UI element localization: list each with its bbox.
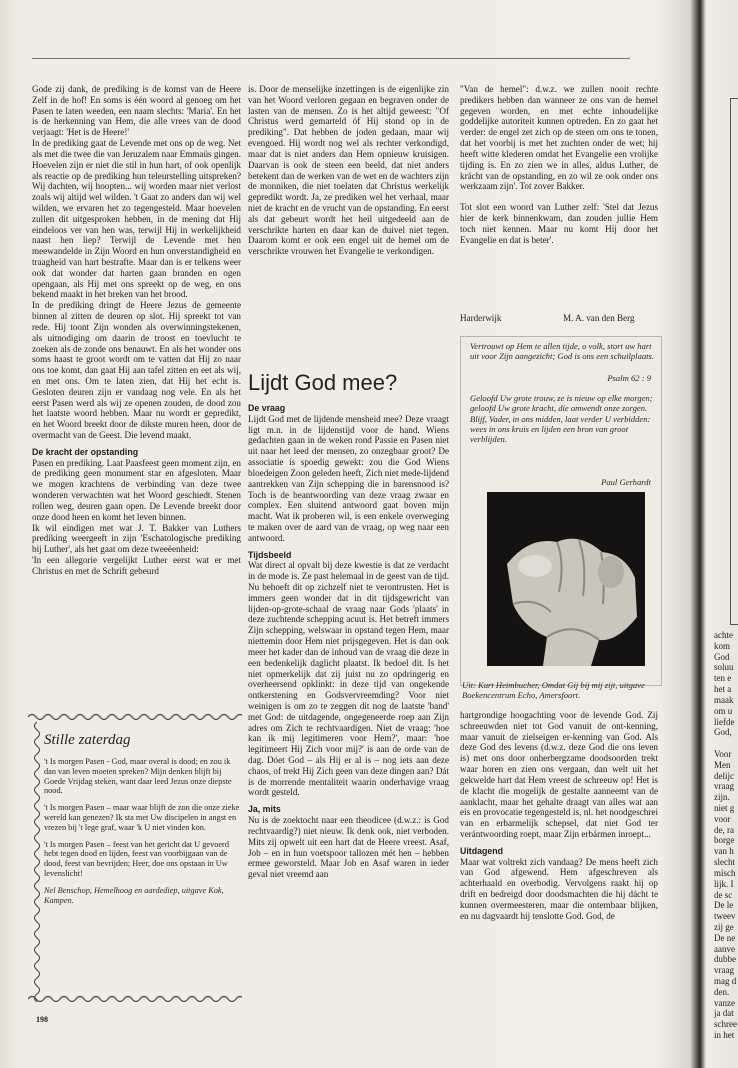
col1-paragraph: Gode zij dank, de prediking is de komst van de Heere Zelf in de hof! En soms is één woord al genoeg om het Pasen te laten weeden, een naam slechts: 'Maria'. En het is de herkenning van Hem, die alle vrees van de dood verjaagt: 'Het is de Heere!' (32, 84, 241, 138)
col3-paragraph: "Van de hemel": d.w.z. we zullen nooit rechte predikers hebben dan wanneer ze ons van de hemel gegeven worden, en met echte inhoudelijke goddelijke autoriteit kunnen optreden. En zo gaat het verder: de engel zet zich op de steen om ons te tonen, dat het voorbij is met het zuchten onder de wet; hij heeft witte klederen omdat het Evangelie een vrolijke tijding is. En zo zien we in alles, aldus Luther, de krácht van de opstanding, en zo wil ze ook onder ons werkzaam zijn'. Tot zover Bakker. (460, 84, 658, 192)
section-heading: De vraag (248, 403, 286, 413)
right-page-line: van h (714, 846, 734, 857)
right-page-line: borge (714, 835, 735, 846)
right-page-line: liefde (714, 716, 735, 727)
stille-poem (44, 757, 240, 912)
col3-paragraph: Tot slot een woord van Luther zelf: 'Stel dat Jezus hier de kerk binnenkwam, dan zouden jullie Hem toch niet kennen. Maar nu komt Hij door het Evangelie en dat is beter'. (460, 202, 658, 245)
praying-hands-image (487, 492, 645, 666)
col3-paragraph: hartgrondige hoogachting voor de levende God. Zij schreeuwden niet tot God vanuit de ont-kenning, maar vanuit de zielseigen er-kenning van God. Als deze God des levens (d.w.z. deze God die ons leven is) met ons door onherbergzame doodsoorden trekt waar horen en zien ons vergaan, dan welt uit het gekwelde hart dat Hem vreest de schreeuw op! Het is de klacht die mogelijk de gestalte aanneemt van de aanklacht, maar het gehalte draagt van alles wat aan eis en provocatie tegengesteld is, nl. het noodgeschrei van en erbarmelijk schepsel, dat niet God ter verántwoording roept, maar Zijn erbármen inroept... (460, 710, 658, 839)
col1-heading: De kracht der opstanding (32, 446, 139, 457)
poem-stanza: 't Is morgen Pasen – feest van het gericht dat U gevoerd hebt tegen dood en lijden, feest van voorbijgaan van de dood, feest van bevrijden; Heer, doe ons opstaan in Uw levenslicht! (44, 839, 229, 878)
signature-place: Harderwijk (460, 313, 502, 323)
right-page-line: Voor (714, 748, 732, 759)
right-page-line: misch (714, 867, 736, 878)
right-page-line: de, ra (714, 824, 734, 835)
right-page-line: De le (714, 900, 734, 911)
top-rule (32, 58, 630, 59)
col2-paragraph: Lijdt God met de lijdende mensheid mee? Deze vraagt ligt m.n. in de lijdenstijd voor de hand. Wiens gedachten gaan in de weken rond Passie en Pasen niet uit naar het leed der mensen, zo onzegbaar groot? De associatie is spoedig gewekt: zou die God Wiens bloedeigen Zoon geleden heeft, Zich niet mede-lijdend aantrekken van Zijn schepping die in barensnood is? Toch is de beantwoording van deze vraag zwaar en complex. Een sluitend antwoord gaat boven mijn macht. Wat ik proberen wil, is een enkele overweging te maken over de aard van de vraag, op weg naar een antwoord. (248, 413, 449, 543)
section-heading: Tijdsbeeld (248, 549, 292, 560)
section-heading: Uitdagend (460, 845, 504, 856)
col1-paragraph: Pasen en prediking. Laat Paasfeest geen moment zijn, en de prediking geen monument star en afgesloten. Maar we mogen krachtens de verbinding van deze twee wonderen verwachten wat het Woord geschiedt. Stenen rollen weg, deuren gaan open. De Levende breekt door onze dood heen en komt het leven binnen. (32, 457, 241, 522)
right-page-line: lijk. I (714, 878, 734, 889)
hymn-author: Paul Gerhardt (601, 477, 651, 487)
wave-border-left (32, 722, 42, 1002)
section-heading: Ja, mits (248, 804, 281, 815)
right-page-line: achte (714, 630, 733, 640)
col1-paragraph: In de prediking gaat de Levende met ons op de weg. Net als met die twee die van Jeruzalem naar Emmaüs gingen. Hoevelen zijn er niet die stil in hun hart, of ook openlijk als reactie op de prediking hun teleurstelling uitspreken? Wij dachten, wij hoopten... wij worden maar niet verlost zoals wij altijd wel wilden. 't Gaat zo anders dan wij wel wilden, we ervaren het zo tegengesteld. Maar hoevelen zullen dit uitgesproken hebben, in de mening dat Hij eindeloos ver van hen was, terwijl Hij in werkelijkheid naast hen liep? Terwijl de Levende met hen meewandelde in Zijn Woord en hun onverstandigheid en traagheid van hart bestrafte. Maar dan is er telkens weer ook dat wonder dat harten gaan branden en ogen opengaan, als Hij met ons spreekt op de weg, en ons bekend maakt in het breken van het brood. (32, 138, 241, 300)
poem-credit: Nel Benschop, Hemelhoog en aardediep, uitgave Kok, Kampen. (44, 885, 224, 905)
column-2-body (248, 403, 449, 880)
stille-zaterdag-box (28, 712, 242, 1004)
col1-paragraph: In de prediking dringt de Heere Jezus de gemeente binnen al zitten de deuren op slot. Hij spreekt tot van rede. Hij toont Zijn wonden als overwinningstekenen, als uitnodiging om daarin de troost en toevlucht te zoeken als de zonde ons benauwt. En als het wonder ons soms haast te groot wordt om te vatten dat Hij zo naar ons toe komt, dan gaat Hij aan tafel zitten en eet als wij, en met ons. Om te laten zien, dat Hij het echt is. Gesloten deuren zijn er vandaag nog vele. En als het eerst Pasen werd als wij ze openen zouden, de dood zou het laatste woord hebben. Maar nu wordt er gepredikt, en het Woord breekt door de dikste muren heen, door de overmacht van de Geest. Die levend maakt. (32, 300, 241, 440)
psalm-reference: Psalm 62 : 9 (607, 373, 651, 383)
right-page-line: ja dat (714, 1008, 734, 1019)
right-page-line: vraag (714, 781, 734, 792)
col3-paragraph: Maar wat voltrekt zich vandaag? De mens heeft zich van God afgewend. Hem afgeschreven als achterhaald en overbodig. Vervolgens raakt hij op drift en bedreigd door doodsmachten die hij dácht te kunnen overmeesteren, maar die ontembaar blijken, en nu dagvaardt hij tenslotte God. God, de (460, 856, 658, 921)
right-page-line: De ne (714, 932, 736, 943)
right-page-line: schree (714, 1019, 737, 1030)
hymn-quote: Geloofd Uw grote trouw, ze is nieuw op elke morgen; geloofd Uw grote kracht, die omwendt onze zorgen. Blijf, Vader, in ons midden, laat verder U verbidden: wees in ons kruis en lijden een bron van groot verblijden. (470, 393, 653, 445)
right-page-line: delijc (714, 770, 734, 781)
right-page-line: vanze (714, 997, 735, 1008)
right-page-line: God, (714, 727, 732, 738)
column-3-top (460, 84, 658, 245)
col2-paragraph: Wat direct al opvalt bij deze kwestie is dat ze verdacht in de mode is. Ze past helemaal in de geest van de tijd. Nu behoeft dit op zichzelf niet te verontrusten. Het is immers geen wonder dat in dit tijdsgewricht van lijden-op-grote-schaal de vraag naar Gods 'plaats' in deze zuchtende schepping acuut is. Het betreft immers Zijn schepping, welswaar in opstand tegen Hem, maar niettemin door Hem niet prijsgegeven. Het is dan ook meer het kader dan de inhoud van de vraag die deze in een bedenkelijk daglicht plaatst. Ik bedoel dit. Is het niet opmerkelijk dat zij juist nu zo opdringerig en overheersend opklinkt: in deze tijd van ongekende ontkerstening en Godsvervreemding? Voor niet weinigen is om zo te zeggen dit nog de laatste 'band' met God: de uitdagende, ongegeneerde roep aan Zijn adres om Zich te rechtvaardigen. Niet de vraag: 'hoe kan ik mij legitimeren voor Hem?', maar: 'hoe legitimeert Hij Zich voor mij?' is aan de orde van de dag. Dóet God – als Hij er al is – nog iets aan deze chaos, of trekt Hij Zich geen van deze dingen aan? Dát is de morrende mentaliteit waarin onderhavige vraag wordt gesteld. (248, 560, 449, 798)
right-page-line: zij ge (714, 921, 734, 932)
poem-stanza: 't Is morgen Pasen - God, maar overal is dood; en zou ik dan van leven moeten spreken? Mijn denken blijft bij Goede Vrijdag steken, want daar leed Jezus onze diepste nood. (44, 757, 232, 796)
article-title: Lijdt God mee? (248, 370, 398, 395)
right-page-line (714, 738, 738, 749)
wave-border-bottom (28, 994, 242, 1004)
psalm-quote: Vertrouwt op Hem te allen tijde, o volk, stort uw hart uit voor Zijn aangezicht; God is ons een schuilplaats. (470, 341, 655, 362)
right-page-line: soluu (714, 662, 734, 673)
right-page-edge (706, 58, 738, 1068)
right-page-line: voor (714, 813, 731, 824)
right-page-line: Men (714, 759, 731, 770)
right-page-line: maak (714, 694, 734, 705)
right-page-line: vraag (714, 965, 734, 976)
wave-border-top (28, 712, 242, 722)
right-page-line: het a (714, 684, 732, 695)
page-number: 198 (36, 1015, 48, 1024)
right-page-line: niet g (714, 803, 735, 813)
column-1 (32, 84, 241, 577)
right-page-line: kom (714, 640, 731, 651)
col1-paragraph: 'In een allegorie vergelijkt Luther eerst wat er met Christus en met de Schrift gebeurd (32, 554, 241, 576)
right-page-box (730, 98, 738, 625)
right-page-line: aanve (714, 943, 735, 954)
right-page-text (714, 630, 738, 1041)
poem-stanza: 't Is morgen Pasen – maar waar blijft de zon die onze zieke wereld kan genezen? Ik sta met Uw discipelen in angst en vrezen bij 't lege graf, waar 'k U niet vinden kon. (44, 803, 240, 832)
right-page-line: dubbe (714, 954, 736, 965)
praying-hands-photo (487, 492, 645, 666)
col2-paragraph: is. Door de menselijke inzettingen is de eigenlijke zin van het Woord verloren gegaan en begraven onder de lasten van de mensen. Zo is het altijd geweest: "Of Christus werd gemarteld óf Hij stond op in de prediking". Dat hebben de joden gedaan, maar wij evengoed. Hij wordt nog wel als rechter verkondigd, maar dat is niet anders dan Hem opnieuw kruisigen. Daarvan is ook de steen een beeld, dat niet anders betekent dan de werken van de wet en de wachters zijn de monniken, die niet toelaten dat Christus werkelijk gepredikt wordt. Ja, ze prediken wel het verhaal, maar niet de kracht en de vrucht van de opstanding. En eerst als dat gebeurt wordt het heil uitgedeeld aan de verschrikte harten en daar kan de duivel niet tegen. Daarom komt er ook een engel uit de hemel om de verschrikte vrouwen het Evangelie te verkondigen. (248, 84, 449, 257)
right-page-line: zijn. (714, 792, 730, 803)
signature-name: M. A. van den Berg (563, 313, 635, 323)
right-page-line: in het (714, 1030, 735, 1041)
col1-paragraph: Ik wil eindigen met wat J. T. Bakker van Luthers prediking weergeeft in zijn 'Eschatologische prediking bij Luther', als het gaat om deze tweeëenheid: (32, 522, 241, 555)
right-page-line: om u (714, 705, 733, 716)
column-2-top (248, 84, 449, 257)
stille-title: Stille zaterdag (44, 732, 131, 748)
photo-caption: Uit: Kurt Heimbucher, Omdat Gij bij mij zijt, uitgave Boekencentrum Echo, Amersfoort. (462, 680, 645, 701)
column-3-body (460, 710, 658, 921)
right-page-line: mag d (714, 976, 737, 986)
right-page-line: ten e (714, 673, 732, 684)
right-page-line: God (714, 651, 730, 662)
right-page-line: tweev (714, 911, 736, 922)
right-page-line: de sc (714, 889, 733, 900)
col2-paragraph: Nu is de zoektocht naar een theodicee (d.w.z.: is God rechtvaardig?) niet nieuw. Ik denk ook, niet verboden. Mits zij opwelt uit een hart dat de Heere vreest. Asaf, Job – en in hun voetspoor tallozen mét hen – hebben ermee geworsteld. Maar Job en Asaf waren in ieder geval niet vreemd aan (248, 815, 449, 880)
right-page-line: slecht (714, 857, 735, 868)
right-page-line: den. (714, 986, 730, 997)
